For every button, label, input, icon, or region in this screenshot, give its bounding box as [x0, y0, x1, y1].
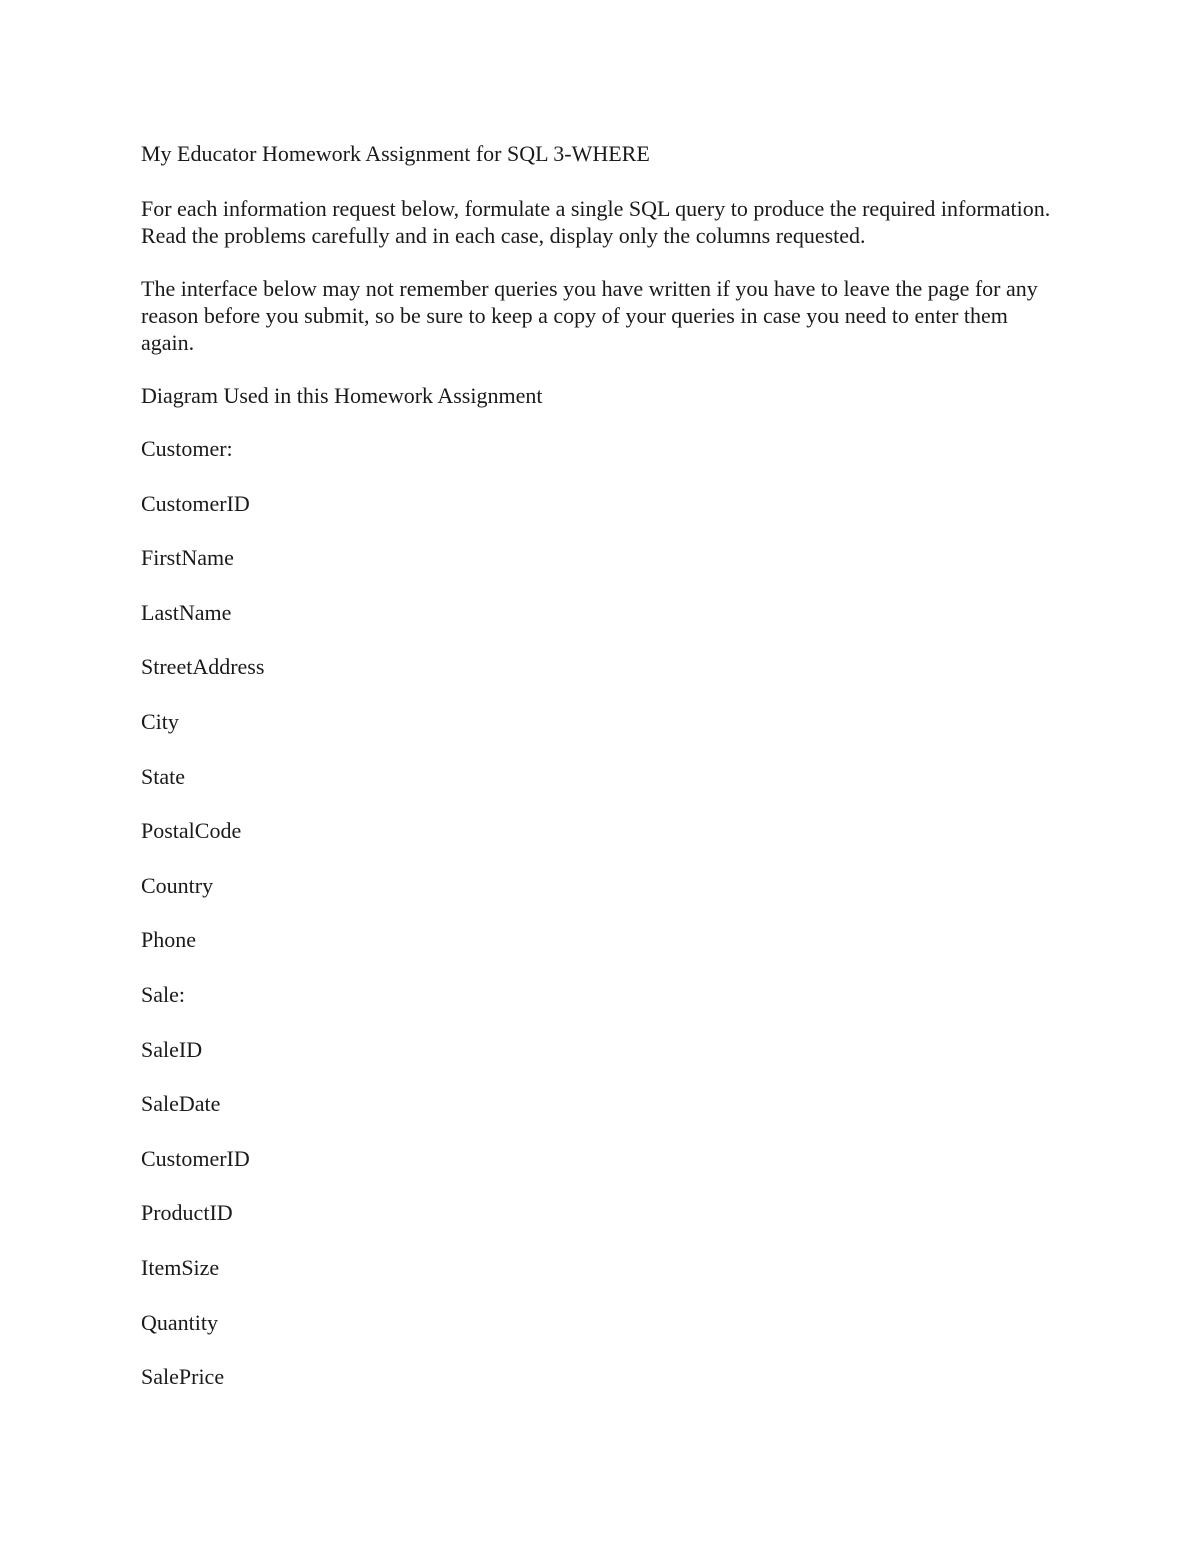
field-item: Phone	[141, 927, 196, 953]
field-item: Country	[141, 872, 214, 898]
field-item: SalePrice	[141, 1364, 225, 1390]
table-label-customer: Customer:	[141, 436, 233, 461]
field-list	[141, 435, 1061, 1390]
field-item: ItemSize	[141, 1254, 220, 1280]
field-item: SaleDate	[141, 1091, 221, 1117]
field-item: CustomerID	[141, 490, 250, 516]
field-item: SaleID	[141, 1036, 203, 1062]
document-body	[141, 140, 1061, 1418]
table-label-sale: Sale:	[141, 981, 185, 1007]
instruction-paragraph-2: The interface below may not remember queries you have written if you have to leave the page for any reason before you submit, so be sure to keep a copy of your queries in case you need to enter them again.	[141, 276, 1038, 355]
field-item: ProductID	[141, 1200, 233, 1226]
field-item: PostalCode	[141, 818, 242, 844]
field-item: LastName	[141, 599, 232, 625]
field-item: State	[141, 763, 185, 789]
field-item: CustomerID	[141, 1145, 250, 1171]
document-title: My Educator Homework Assignment for SQL 3-WHERE	[141, 141, 650, 166]
field-item: FirstName	[141, 545, 234, 571]
diagram-heading: Diagram Used in this Homework Assignment	[141, 383, 543, 408]
field-item: City	[141, 708, 179, 734]
field-item: Quantity	[141, 1309, 218, 1335]
field-item: StreetAddress	[141, 654, 265, 680]
instruction-paragraph-1: For each information request below, formulate a single SQL query to produce the required information. Read the problems carefully and in each case, display only the columns requested.	[141, 196, 1051, 248]
